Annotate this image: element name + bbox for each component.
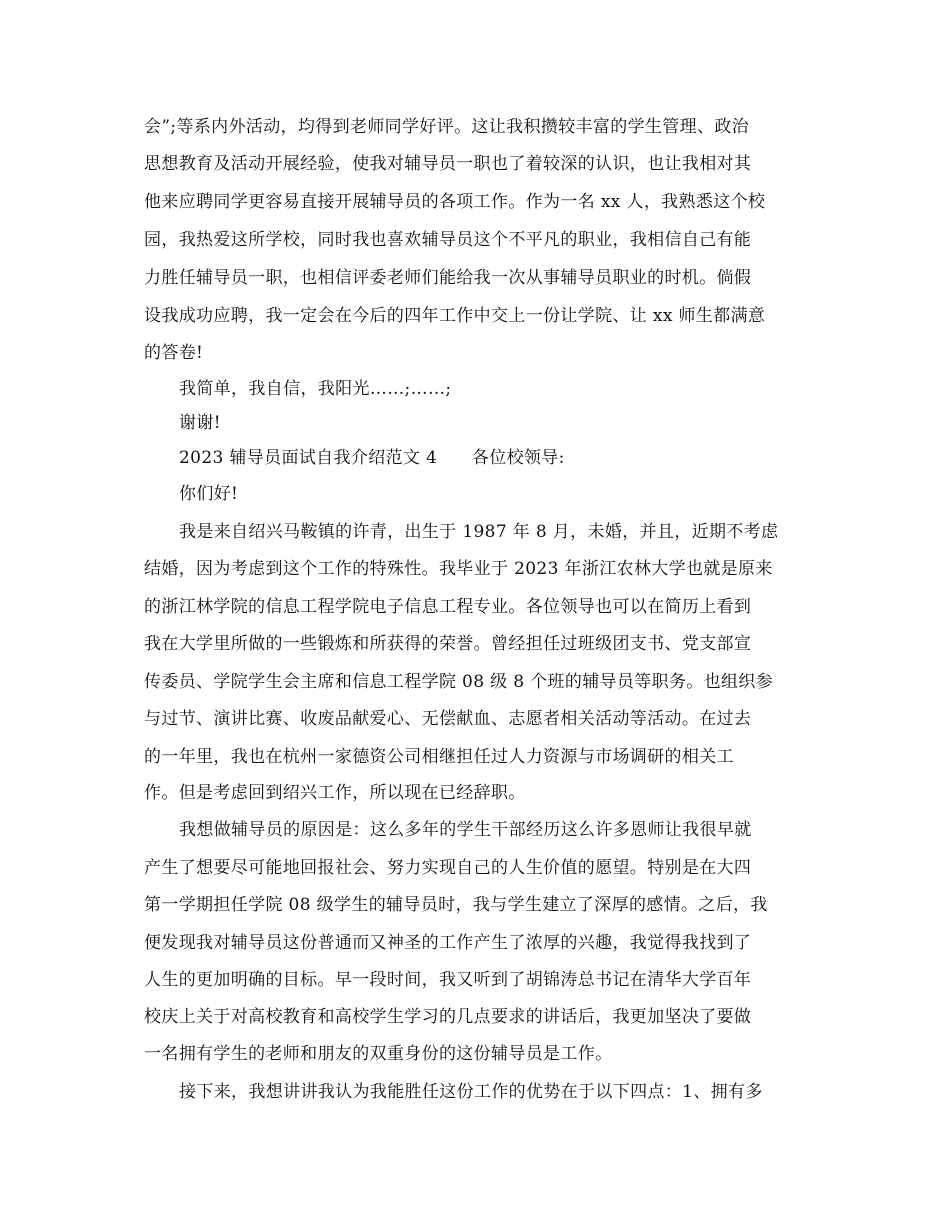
text-line: 的答卷! (144, 343, 204, 363)
text-line: 他来应聘同学更容易直接开展辅导员的各项工作。作为一名 xx 人，我熟悉这个校 (144, 192, 766, 212)
text-line: 会”;等系内外活动，均得到老师同学好评。这让我积攒较丰富的学生管理、政治 (144, 117, 750, 137)
text-line: 传委员、学院学生会主席和信息工程学院 08 级 8 个班的辅导员等职务。也组织参 (144, 672, 774, 692)
text-line: 我简单，我自信，我阳光……;……; (179, 379, 452, 399)
text-line: 校庆上关于对高校教育和高校学生学习的几点要求的讲话后，我更加坚决了要做 (144, 1007, 752, 1027)
text-line: 园，我热爱这所学校，同时我也喜欢辅导员这个不平凡的职业，我相信自己有能 (144, 230, 752, 250)
text-line: 思想教育及活动开展经验，使我对辅导员一职也了着较深的认识，也让我相对其 (144, 154, 752, 174)
text-line: 我在大学里所做的一些锻炼和所获得的荣誉。曾经担任过班级团支书、党支部宣 (144, 634, 752, 654)
paragraph-start: 接下来，我想讲讲我认为我能胜任这份工作的优势在于以下四点：1、拥有多 (179, 1082, 763, 1102)
text-line: 的浙江林学院的信息工程学院电子信息工程专业。各位领导也可以在简历上看到 (144, 597, 752, 617)
text-line: 一名拥有学生的老师和朋友的双重身份的这份辅导员是工作。 (144, 1044, 613, 1064)
text-line: 你们好! (179, 484, 239, 504)
text-line: 产生了想要尽可能地回报社会、努力实现自己的人生价值的愿望。特别是在大四 (144, 858, 752, 878)
text-line: 结婚，因为考虑到这个工作的特殊性。我毕业于 2023 年浙江农林大学也就是原来 (144, 559, 773, 579)
paragraph-start: 我是来自绍兴马鞍镇的许青，出生于 1987 年 8 月，未婚，并且，近期不考虑 (179, 522, 779, 542)
text-line: 便发现我对辅导员这份普通而又神圣的工作产生了浓厚的兴趣，我觉得我找到了 (144, 933, 752, 953)
text-line: 力胜任辅导员一职，也相信评委老师们能给我一次从事辅导员职业的时机。倘假 (144, 268, 752, 288)
text-line: 与过节、演讲比赛、收废品献爱心、无偿献血、志愿者相关活动等活动。在过去 (144, 709, 752, 729)
text-line: 谢谢! (179, 413, 221, 433)
heading-line: 2023 辅导员面试自我介绍范文 4 各位校领导: (179, 448, 565, 468)
text-line: 第一学期担任学院 08 级学生的辅导员时，我与学生建立了深厚的感情。之后，我 (144, 895, 768, 915)
text-line: 人生的更加明确的目标。早一段时间，我又听到了胡锦涛总书记在清华大学百年 (144, 970, 752, 990)
text-line: 的一年里，我也在杭州一家德资公司相继担任过人力资源与市场调研的相关工 (144, 747, 734, 767)
text-line: 设我成功应聘，我一定会在今后的四年工作中交上一份让学院、让 xx 师生都满意 (144, 306, 766, 326)
paragraph-start: 我想做辅导员的原因是：这么多年的学生干部经历这么许多恩师让我很早就 (179, 820, 752, 840)
text-line: 作。但是考虑回到绍兴工作，所以现在已经辞职。 (144, 783, 526, 803)
